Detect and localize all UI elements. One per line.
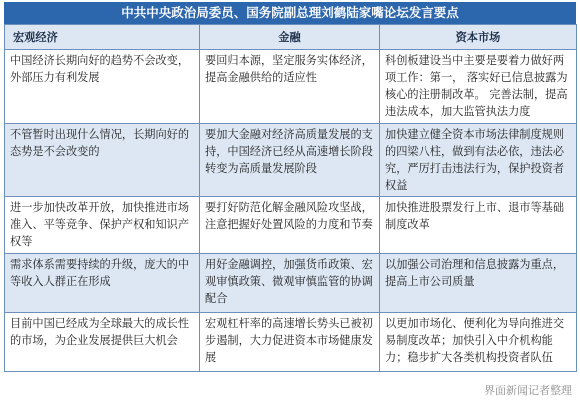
table-cell: 用好金融调控，加强货币政策、宏观审慎政策、微观审慎监管的协调配合 [200,254,380,313]
table-row [5,197,577,254]
table-cell: 进一步加快改革开放，加快推进市场准入、平等竞争、保护产权和知识产权等 [5,197,200,254]
source-credit: 界面新闻记者整理 [484,384,572,397]
column-header-macro-economy: 宏观经济 [5,25,200,50]
table-cell: 目前中国已经成为全球最大的成长性的市场，为企业发展提供巨大机会 [5,313,200,372]
table-cell: 科创板建设当中主要是要着力做好两项工作：第一， 落实好已信息披露为核心的注册制改革。 完善法制，提高违法成本，加大监管执法力度 [380,50,577,124]
table-cell: 宏观杠杆率的高速增长势头已被初步遏制，大力促进资本市场健康发展 [200,313,380,372]
table-title: 中共中央政治局委员、国务院副总理刘鹤陆家嘴论坛发言要点 [4,2,576,24]
table-cell: 中国经济长期向好的趋势不会改变，外部压力有利发展 [5,50,200,124]
speech-points-table [4,24,577,372]
table-row [5,254,577,313]
table-cell: 不管暂时出现什么情况，长期向好的态势是不会改变的 [5,124,200,197]
table-cell: 加快推进股票发行上市、退市等基础制度改革 [380,197,577,254]
table-cell: 要加大金融对经济高质量发展的支持，中国经济已经从高速增长阶段转变为高质量发展阶段 [200,124,380,197]
table-cell: 以更加市场化、便利化为导向推进交易制度改革；加快引入中介机构能力；稳步扩大各类机构投资者队伍 [380,313,577,372]
column-header-finance: 金融 [200,25,380,50]
table-cell: 要打好防范化解金融风险攻坚战，注意把握好处置风险的力度和节奏 [200,197,380,254]
table-row [5,50,577,124]
table-row [5,313,577,372]
table-cell: 需求体系需要持续的升级，庞大的中等收入人群正在形成 [5,254,200,313]
table-row [5,124,577,197]
header-row [5,25,577,50]
table-cell: 要回归本源，坚定服务实体经济，提高金融供给的适应性 [200,50,380,124]
table-cell: 加快建立健全资本市场法律制度规则的四梁八柱，做到有法必依，违法必究，严厉打击违法行为，保护投资者权益 [380,124,577,197]
table-cell: 以加强公司治理和信息披露为重点，提高上市公司质量 [380,254,577,313]
column-header-capital-market: 资本市场 [380,25,577,50]
